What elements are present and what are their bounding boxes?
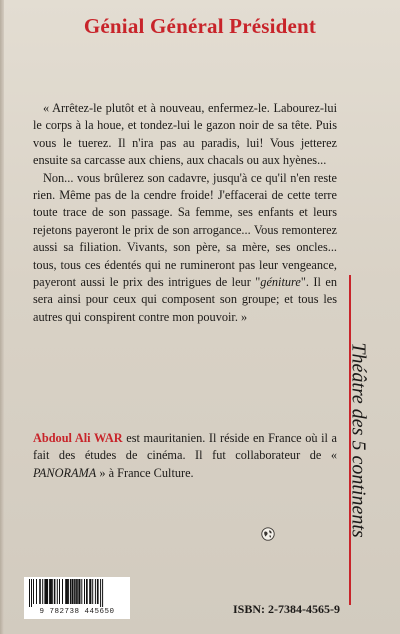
barcode-digits: 9 782738 445650	[39, 608, 115, 616]
barcode-bar	[100, 579, 101, 607]
barcode-bars	[27, 579, 121, 607]
spine-edge	[0, 0, 4, 634]
barcode-bar	[102, 579, 103, 607]
author-italic-word: PANORAMA	[33, 465, 97, 480]
barcode-bar	[74, 579, 76, 604]
barcode-bar	[54, 579, 56, 604]
barcode-bar	[97, 579, 99, 604]
barcode-bar	[49, 579, 51, 604]
author-name: Abdoul Ali WAR	[33, 431, 123, 445]
blurb	[33, 100, 337, 326]
barcode-bar	[44, 579, 46, 604]
barcode-bar	[42, 579, 43, 604]
author-text-1: est mauritanien. Il réside en France où il a fait des études de cinéma. Il fut collaborateur de «	[33, 431, 338, 463]
series-name: Théâtre des 5 continents	[347, 342, 370, 538]
barcode-bar	[92, 579, 93, 604]
author-note	[33, 430, 337, 482]
barcode-bar	[76, 579, 78, 604]
barcode-bar	[89, 579, 91, 604]
globe-icon	[261, 527, 275, 541]
blurb-paragraph-2-text: Non... vous brûlerez son cadavre, jusqu'à ce qu'il n'en reste rien. Même pas de la cendre froide! J'effacerai de cette terre toute trace de son passage. Sa femme, ses enfants et leurs rejetons payeront le prix de son arrogance... Vous remonterez aussi sa filiation. Vivants, son père, sa mère, ses oncles... tous, tous ces édentés qui ne rumineront pas leur vengeance, payeront aussi le prix des intrigues de leur "	[33, 170, 337, 290]
barcode-bar	[36, 579, 37, 604]
blurb-italic-word: géniture	[260, 275, 301, 290]
barcode-bar	[39, 579, 41, 604]
barcode-bar	[62, 579, 63, 604]
barcode-bar	[72, 579, 74, 604]
barcode-bar	[81, 579, 82, 604]
barcode-bar	[78, 579, 80, 604]
barcode-bar	[65, 579, 67, 604]
barcode-bar	[31, 579, 32, 607]
barcode-bar	[46, 579, 48, 604]
barcode-bar	[29, 579, 30, 607]
blurb-paragraph-3-text: ". Il en sera ainsi pour ceux qui composent son groupe; et tous les autres qui conspirent contre mon pouvoir. »	[33, 275, 337, 324]
isbn: ISBN: 2-7384-4565-9	[233, 602, 340, 616]
barcode-bar	[86, 579, 88, 604]
barcode-bar	[59, 579, 60, 604]
barcode-bar	[67, 579, 69, 604]
blurb-paragraph-1: « Arrêtez-le plutôt et à nouveau, enfermez-le. Labourez-lui le corps à la houe, et tondez-lui le gazon noir de sa tête. Puis vous le tuerez. Il n'ira pas au paradis, lui! Vous jetterez ensuite sa carcasse aux chiens, aux chacals ou aux hyènes...	[33, 101, 337, 168]
barcode-bar	[84, 579, 85, 604]
barcode-bar	[95, 579, 96, 604]
barcode	[24, 577, 130, 619]
book-title: Génial Général Président	[83, 14, 317, 38]
barcode-bar	[57, 579, 58, 604]
barcode-bar	[33, 579, 34, 604]
author-text-2: » à France Culture.	[96, 465, 194, 480]
barcode-bar	[70, 579, 72, 604]
barcode-bar	[51, 579, 53, 604]
blurb-paragraph-2	[33, 170, 337, 327]
